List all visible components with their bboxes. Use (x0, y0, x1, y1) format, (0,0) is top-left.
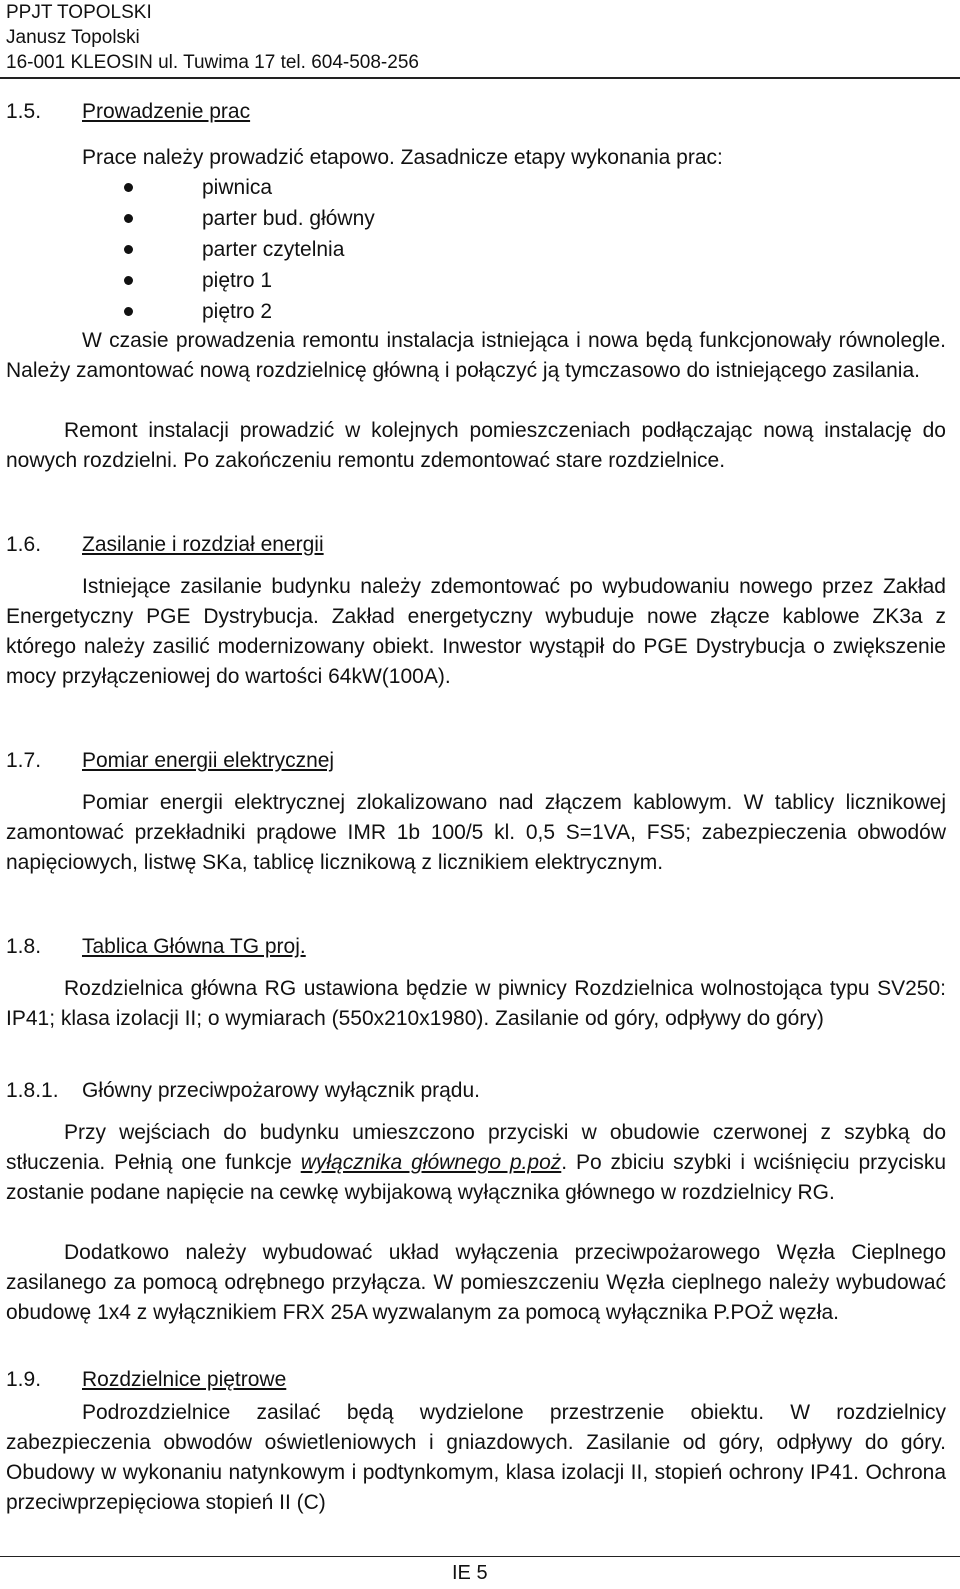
paragraph: Pomiar energii elektrycznej zlokalizowano nad złączem kablowym. W tablicy licznikowej zamontować przekładniki prądowe IMR 1b 100/5 kl. 0,5 S=1VA, FS5; zabezpieczenia obwodów napięciowych, listwę SKa, tablicę licznikową z licznikiem elektrycznym. (6, 791, 946, 874)
section-number: 1.5. (6, 100, 42, 123)
bullet-icon (124, 276, 133, 285)
bullet-icon (124, 183, 133, 192)
person-name: Janusz Topolski (6, 27, 140, 48)
list-item: parter czytelnia (124, 234, 375, 265)
main-switch-term: wyłącznika głównego p.poż (300, 1151, 562, 1174)
section-title: Tablica Główna TG proj. (82, 935, 306, 958)
section-number: 1.8.1. (6, 1079, 59, 1102)
section-title: Rozdzielnice piętrowe (82, 1368, 287, 1391)
paragraph: Przy wejściach do budynku umieszczono przyciski w obudowie czerwonej z szybką do stłuczenia. Pełnią one funkcje wyłącznika głównego p.poż. Po zbiciu szybki i wciśnięciu przycisku zostanie podane napięcie na cewkę wybijakową wyłącznika głównego w rozdzielnicy RG. (6, 1121, 946, 1204)
paragraph: Podrozdzielnice zasilać będą wydzielone przestrzenie obiektu. W rozdzielnicy zabezpieczenia obwodów oświetleniowych i gniazdowych. Zasilanie od góry, odpływy do góry. Obudowy w wykonaniu natynkowym i podtynkomym, klasa izolacji II, stopień ochrony IP41. Ochrona przeciwprzepięciowa stopień II (C) (6, 1401, 946, 1514)
company-address: 16-001 KLEOSIN ul. Tuwima 17 tel. 604-508-256 (6, 52, 419, 73)
paragraph: Rozdzielnica główna RG ustawiona będzie w piwnicy Rozdzielnica wolnostojąca typu SV250: IP41; klasa izolacji II; o wymiarach (550x210x1980). Zasilanie od góry, odpływy do góry) (6, 977, 946, 1030)
list-item: parter bud. główny (124, 203, 375, 234)
page-footer (0, 1556, 960, 1589)
bullet-icon (124, 307, 133, 316)
stages-list (124, 172, 375, 327)
section-title: Zasilanie i rozdział energii (82, 533, 324, 556)
paragraph: Prace należy prowadzić etapowo. Zasadnicze etapy wykonania prac: (82, 146, 723, 169)
header-divider (0, 77, 960, 79)
paragraph: Istniejące zasilanie budynku należy zdemontować po wybudowaniu nowego przez Zakład Energetyczny PGE Dystrybucja. Zakład energetyczny wybuduje nowe złącze kablowe ZK3a z którego należy zasilić modernizowany obiekt. Inwestor wystąpił do PGE Dystrybucja o zwiększenie mocy przyłączeniowej do wartości 64kW(100A). (6, 575, 946, 688)
list-item: piętro 2 (124, 296, 375, 327)
bullet-icon (124, 214, 133, 223)
document-header (6, 0, 419, 75)
paragraph: W czasie prowadzenia remontu instalacja istniejąca i nowa będą funkcjonowały równolegle. Należy zamontować nową rozdzielnicę główną i połączyć ją tymczasowo do istniejącego zasilania. (6, 329, 946, 382)
company-name: PPJT TOPOLSKI (6, 2, 152, 23)
bullet-icon (124, 245, 133, 254)
section-title: Prowadzenie prac (82, 100, 251, 123)
paragraph: Dodatkowo należy wybudować układ wyłączenia przeciwpożarowego Węzła Cieplnego zasilanego za pomocą odrębnego przyłącza. W pomieszczeniu Węzła cieplnego należy wybudować obudowę 1x4 z wyłącznikiem FRX 25A wyzwalanym za pomocą wyłącznika P.POŻ węzła. (6, 1241, 946, 1324)
list-item: piętro 1 (124, 265, 375, 296)
section-title: Pomiar energii elektrycznej (82, 749, 335, 772)
page-number: IE 5 (452, 1562, 488, 1584)
list-item: piwnica (124, 172, 375, 203)
section-title: Główny przeciwpożarowy wyłącznik prądu. (82, 1079, 480, 1102)
section-number: 1.8. (6, 935, 42, 958)
section-number: 1.9. (6, 1368, 42, 1391)
section-number: 1.6. (6, 533, 42, 556)
section-number: 1.7. (6, 749, 42, 772)
paragraph: Remont instalacji prowadzić w kolejnych pomieszczeniach podłączając nową instalację do nowych rozdzielni. Po zakończeniu remontu zdemontować stare rozdzielnice. (6, 419, 946, 472)
